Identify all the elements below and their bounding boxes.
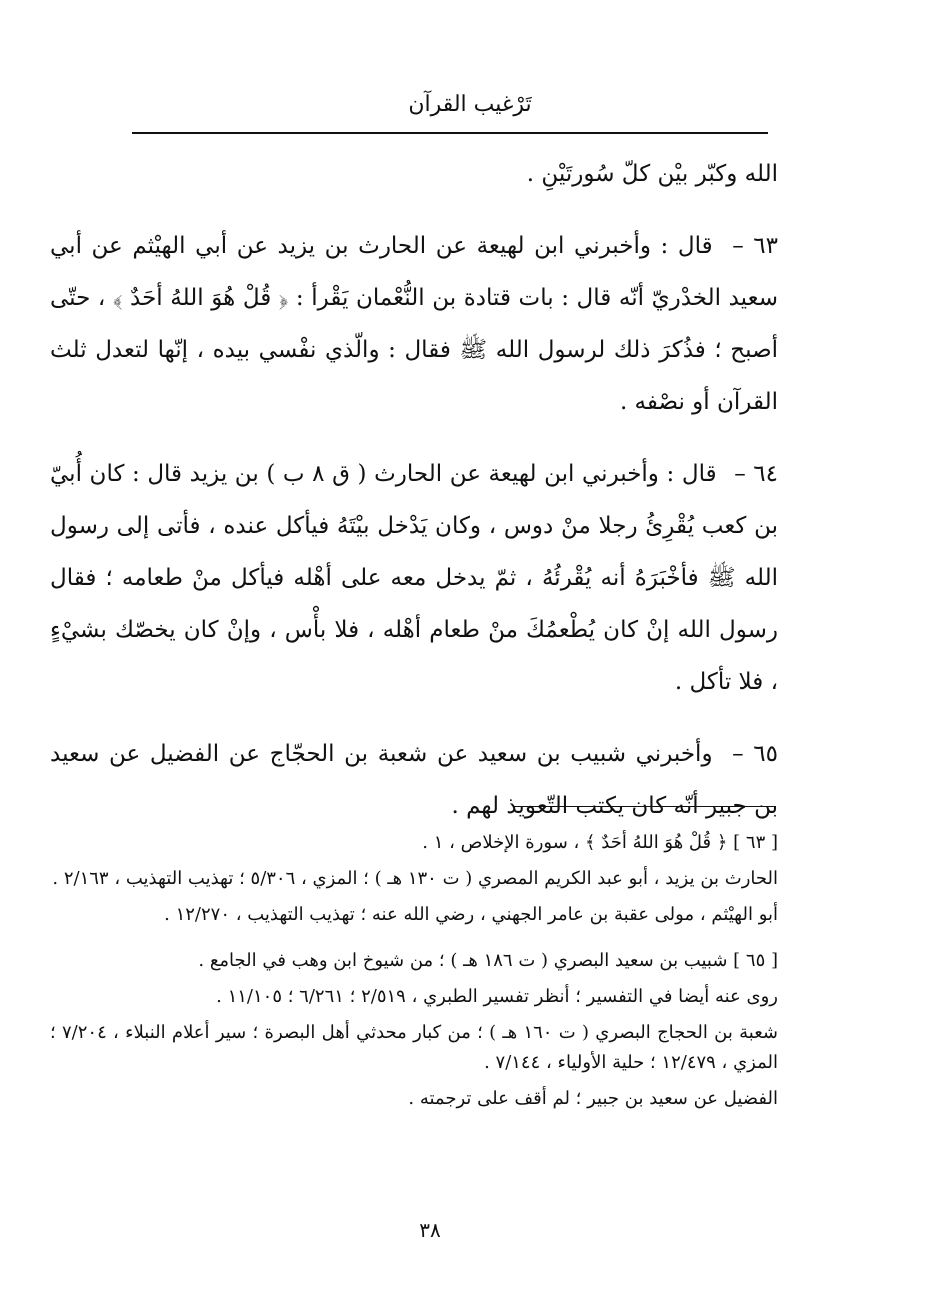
footnote-line: الفضيل عن سعيد بن جبير ؛ لم أقف على ترجمته .: [408, 1088, 778, 1109]
footnote-line: [ ٦٣ ] ﴿ قُلْ هُوَ اللهُ أحَدٌ ﴾ ، سورة الإخلاص ، ١ .: [422, 832, 778, 853]
footnotes: [50, 828, 778, 1114]
page-number: ٣٨: [419, 1218, 441, 1242]
paragraph-number: ٦٣ –: [732, 233, 779, 259]
paragraph-number: ٦٥ –: [732, 741, 778, 767]
footnote-rule: [514, 806, 776, 807]
main-text: [50, 148, 778, 832]
footnote-group-63: [50, 828, 778, 930]
paragraph-text: الله وكبّر بيْن كلّ سُورتَيْنِ .: [526, 161, 778, 187]
paragraph-63: [50, 220, 778, 428]
footnote-line: شعبة بن الحجاج البصري ( ت ١٦٠ هـ ) ؛ من كبار محدثي أهل البصرة ؛ سير أعلام النبلاء ، ٧/٢٠٤ ؛ المزي ، ١٢/٤٧٩ ؛ حلية الأولياء ، ٧/١٤٤ .: [50, 1022, 778, 1073]
paragraph-text: وأخبرني شبيب بن سعيد عن شعبة بن الحجّاج عن الفضيل عن سعيد بن جبير أنّه كان يكتب التّعويذ لهم .: [50, 741, 778, 819]
paragraph-text: قال : وأخبرني ابن لهيعة عن الحارث ( ق ٨ ب ) بن يزيد قال : كان أُبيّ بن كعب يُقْرِئُ رجلا منْ دوس ، وكان يَدْخل بيْتَهُ فيأكل عنده ، فأتى إلى رسول الله ﷺ فأخْبَرَهُ أنه يُقْرئُهُ ، ثمّ يدخل معه على أهْله فيأكل منْ طعامه ؛ فقال رسول الله إنْ كان يُطْعمُكَ منْ طعام أهْله ، فلا بأْس ، وإنْ كان يخصّك بشيْءٍ ، فلا تأكل .: [50, 461, 778, 695]
paragraph-text: قال : وأخبرني ابن لهيعة عن الحارث بن يزيد عن أبي الهيْثم عن أبي سعيد الخدْريّ أنّه قال : بات قتادة بن النُّعْمان يَقْرأ : ﴿ قُلْ هُوَ اللهُ أحَدٌ ﴾ ، حتّى أصبح ؛ فذُكرَ ذلك لرسول الله ﷺ فقال : والّذي نفْسي بيده ، إنّها لتعدل ثلث القرآن أو نصْفه .: [50, 233, 778, 415]
running-head: تَرْغيب القرآن: [408, 92, 532, 117]
footnote-line: روى عنه أيضا في التفسير ؛ أنظر تفسير الطبري ، ٢/٥١٩ ؛ ٦/٢٦١ ؛ ١١/١٠٥ .: [216, 986, 778, 1007]
footnote-group-65: [50, 946, 778, 1114]
footnote-line: [ ٦٥ ] شبيب بن سعيد البصري ( ت ١٨٦ هـ ) ؛ من شيوخ ابن وهب في الجامع .: [198, 950, 778, 971]
paragraph-64: [50, 448, 778, 708]
paragraph-continuation: [50, 148, 778, 200]
footnote-line: الحارث بن يزيد ، أبو عبد الكريم المصري ( ت ١٣٠ هـ ) ؛ المزي ، ٥/٣٠٦ ؛ تهذيب التهذيب ، ٢/١٦٣ .: [52, 868, 778, 889]
paragraph-65: [50, 728, 778, 832]
header-rule: [132, 132, 768, 134]
paragraph-number: ٦٤ –: [734, 461, 779, 487]
footnote-line: أبو الهيْثم ، مولى عقبة بن عامر الجهني ، رضي الله عنه ؛ تهذيب التهذيب ، ١٢/٢٧٠ .: [164, 904, 778, 925]
